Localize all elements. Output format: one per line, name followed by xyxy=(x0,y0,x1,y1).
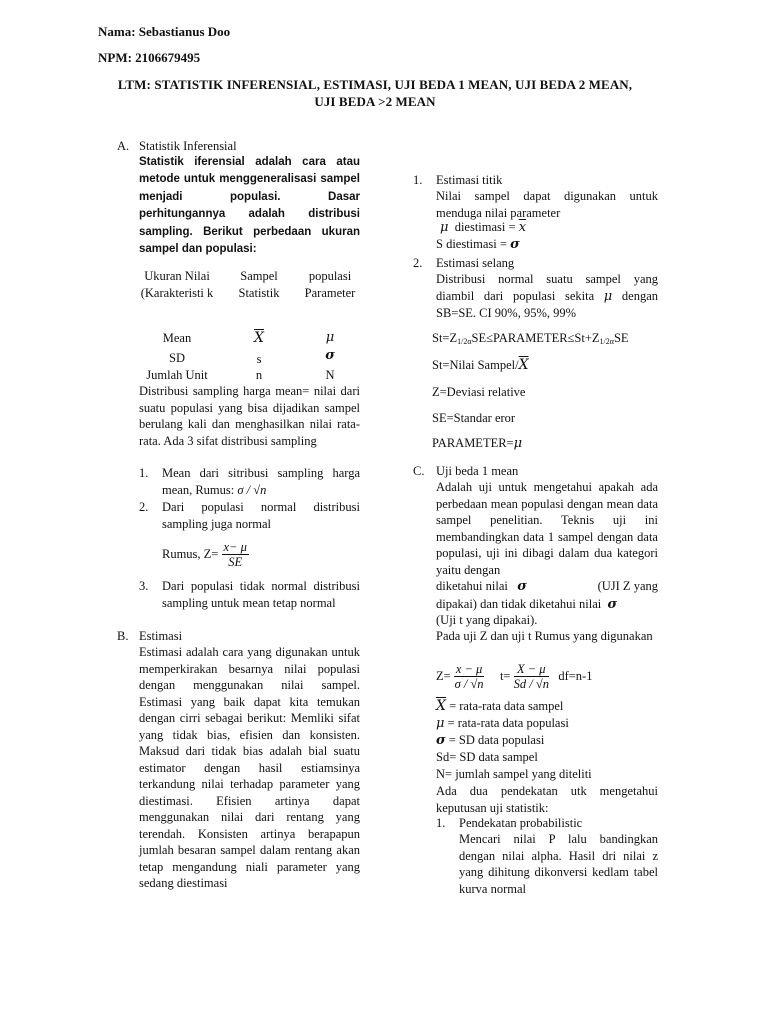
right-item-2-number: 2. xyxy=(413,256,423,270)
t-fraction xyxy=(514,662,549,692)
formula-parameter: PARAMETER=μ xyxy=(432,436,523,451)
right-item-1-number: 1. xyxy=(413,173,423,187)
page-title: LTM: STATISTIK INFERENSIAL, ESTIMASI, UJI BEDA 1 MEAN, UJI BEDA 2 MEAN, UJI BEDA >2 MEAN xyxy=(117,77,633,109)
xbar-symbol: $\overline{X}$ xyxy=(436,698,446,714)
approach-text: Ada dua pendekatan utk mengetahui keputusan uji statistik: xyxy=(436,784,658,815)
formula-st: St=Nilai Sampel/$\overline{X}$ xyxy=(432,357,529,373)
table-cell-N: N xyxy=(325,368,335,382)
section-c-line-a: diketahui nilai σ (UJI Z yang xyxy=(436,579,658,594)
table-cell-sigma: σ xyxy=(325,348,335,363)
mu-estimate-line: μ diestimasi = $\overline{x}$ xyxy=(440,220,527,235)
table-header-sampel: Sampel Statistik xyxy=(238,269,280,300)
rumus-denominator: SE xyxy=(228,555,243,569)
def-mu: μ = rata-rata data populasi xyxy=(436,716,569,731)
def-sd: Sd= SD data sampel xyxy=(436,750,538,764)
right-item-1-text: Nilai sampel dapat digunakan untuk menduga nilai parameter xyxy=(436,189,658,220)
def-xbar: $\overline{X}$ = rata-rata data sampel xyxy=(436,698,564,714)
z-denominator: σ / √n xyxy=(454,677,484,691)
sigma-symbol: σ xyxy=(436,733,446,748)
section-c-line-c: (Uji t yang dipakai). xyxy=(436,613,538,627)
section-b-letter: B. xyxy=(117,629,129,643)
formula-interval: $St=Z_{1/2\alpha}SE\le PARAMETER\le St+Z_{1/2\alpha}SE$ xyxy=(432,331,629,346)
rumus-z xyxy=(162,540,249,570)
section-a-intro: Statistik iferensial adalah cara atau metode untuk menggeneralisasi sampel menjadi populasi. Dasar perhitungannya adalah distribusi sampling. Berikut perbedaan ukuran sampel dan populasi: xyxy=(139,156,360,256)
z-label: Z= xyxy=(436,668,451,683)
z-fraction xyxy=(454,662,485,692)
table-cell-xbar: $\overline{X}$ xyxy=(254,330,264,346)
section-b-heading: Estimasi xyxy=(139,629,183,643)
right-item-2-heading: Estimasi selang xyxy=(436,256,515,270)
right-item-1-heading: Estimasi titik xyxy=(436,173,503,187)
section-c-letter: C. xyxy=(413,464,425,478)
sub-item-1-heading: Pendekatan probabilistic xyxy=(459,816,583,830)
sigma-symbol: σ xyxy=(517,579,527,594)
table-cell-jumlah: Jumlah Unit xyxy=(146,368,208,382)
xbar-symbol: $\overline{x}$ xyxy=(518,220,527,235)
section-b-body: Estimasi adalah cara yang digunakan untuk memperkirakan besarnya nilai populasi dengan menggunakan nilai sampel. Estimasi yang baik dapat kita temukan dengan cirri sebagai berikut: Memliki sifat yang tidak bias, efisien dan konsisten. Maksud dari tidak bias adalah bial suatu estimator dengan hasil estiamsinya terkandung nilai terhadap parameter yang diestimasi. Efisien artinya dapat menggunakan nilai dari rentang yang terendah. Konsisten artinya berapapun jumlah besaran sampel dalam rentang akan tetap mengandung niali parameter yang sedang diestimasi xyxy=(139,645,360,890)
sub-item-1-text: Mencari nilai P lalu bandingkan dengan nilai alpha. Hasil dri nilai z yang dihitung dikonversi kedlam tabel kurva normal xyxy=(459,832,658,896)
mu-symbol: μ xyxy=(436,716,445,731)
section-c-pada: Pada uji Z dan uji t Rumus yang digunakan xyxy=(436,629,653,643)
section-a-letter: A. xyxy=(117,139,130,153)
student-name: Nama: Sebastianus Doo xyxy=(98,24,231,39)
table-cell-mu: μ xyxy=(325,330,335,345)
rumus-fraction xyxy=(222,540,249,570)
item-2-number: 2. xyxy=(139,500,149,514)
interval-text-a: Distribusi normal suatu sampel yang diambil dari populasi sekita xyxy=(436,272,658,303)
t-label: t= xyxy=(499,668,511,683)
def-n: N= jumlah sampel yang diteliti xyxy=(436,767,592,781)
def-sigma: σ = SD data populasi xyxy=(436,733,545,748)
item-1-number: 1. xyxy=(139,466,149,480)
df-label: df=n-1 xyxy=(558,668,593,683)
table-header-ukuran: Ukuran Nilai (Karakteristi k xyxy=(140,269,214,300)
interval-text-b: dengan SB=SE. CI 90%, 95%, 99% xyxy=(436,288,659,320)
item-1-label: Mean dari sitribusi sampling harga mean, Rumus: xyxy=(162,466,360,497)
item-1-formula: σ / √n xyxy=(237,482,267,497)
item-1-text xyxy=(162,465,360,498)
section-c-line-b: dipakai) dan tidak diketahui nilai σ xyxy=(436,597,618,612)
rumus-label: Rumus, Z= xyxy=(162,546,219,561)
table-cell-sd: SD xyxy=(169,351,185,365)
xbar-symbol: $\overline{X}$ xyxy=(518,357,529,373)
sub-item-1-number: 1. xyxy=(436,816,446,830)
formula-z: Z=Deviasi relative xyxy=(432,385,526,399)
mu-symbol: μ xyxy=(603,288,613,304)
table-cell-n: n xyxy=(255,368,263,382)
section-c-body: Adalah uji untuk mengetahui apakah ada perbedaan mean populasi dengan mean data sampel penelitian. Teknis uji ini membandingkan data 1 sampel dengan data populasi, uji ini dibagi dalam dua kategori yaitu dengan xyxy=(436,480,658,577)
table-cell-mean: Mean xyxy=(162,331,192,345)
sigma-symbol: σ xyxy=(607,597,618,612)
section-a-heading: Statistik Inferensial xyxy=(139,139,237,153)
item-3-number: 3. xyxy=(139,579,149,593)
sigma-symbol: σ xyxy=(510,237,520,252)
item-2-text: Dari populasi normal distribusi sampling juga normal xyxy=(162,500,360,531)
mu-symbol: μ xyxy=(440,220,449,235)
s-estimate-line: S diestimasi = σ xyxy=(436,237,520,252)
formula-se: SE=Standar eror xyxy=(432,411,516,425)
mu-symbol: μ xyxy=(513,436,523,451)
student-npm: NPM: 2106679495 xyxy=(98,50,201,65)
item-3-text: Dari populasi tidak normal distribusi sampling untuk mean tetap normal xyxy=(162,579,360,610)
z-numerator: x − μ xyxy=(455,662,483,676)
section-c-heading: Uji beda 1 mean xyxy=(436,464,519,478)
distribution-intro: Distribusi sampling harga mean= nilai dari suatu populasi yang bisa dijadikan sampel berulang kali dan menghasilkan nilai rata-rata. Ada 3 sifat distribusi sampling xyxy=(139,384,360,448)
t-numerator: X − μ xyxy=(514,662,549,677)
table-cell-s: s xyxy=(256,352,262,366)
z-t-formulas xyxy=(436,662,592,692)
rumus-numerator: x− μ xyxy=(223,540,247,554)
right-item-2-text xyxy=(436,271,658,322)
t-denominator: Sd / √n xyxy=(513,677,549,691)
table-header-populasi: populasi Parameter xyxy=(304,269,356,300)
